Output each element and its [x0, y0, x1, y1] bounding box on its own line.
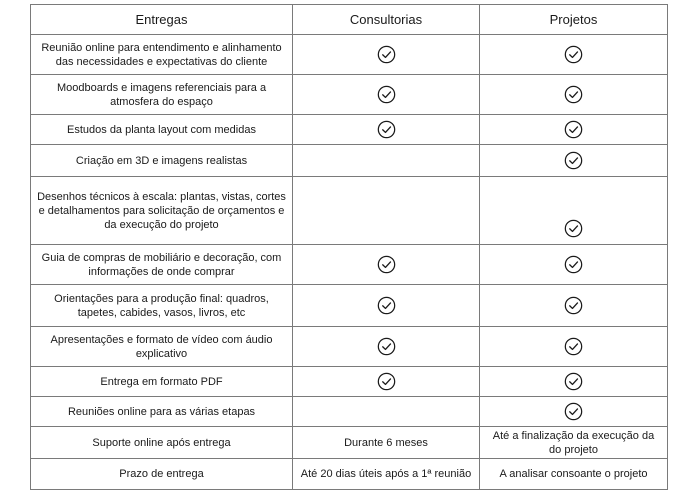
consultorias-cell	[293, 367, 480, 397]
table-row	[31, 115, 668, 145]
table-row	[31, 177, 668, 245]
circle-check-icon	[377, 296, 396, 315]
table-row	[31, 35, 668, 75]
deliverable-label: Orientações para a produção final: quadros, tapetes, cabides, vasos, livros, etc	[31, 285, 293, 327]
table-row	[31, 245, 668, 285]
deliverable-label: Guia de compras de mobiliário e decoração, com informações de onde comprar	[31, 245, 293, 285]
deliverable-label: Criação em 3D e imagens realistas	[31, 145, 293, 177]
table-row	[31, 75, 668, 115]
deliverable-label: Apresentações e formato de vídeo com áudio explicativo	[31, 327, 293, 367]
circle-check-icon	[377, 372, 396, 391]
consultorias-cell	[293, 35, 480, 75]
deliverable-label: Suporte online após entrega	[31, 427, 293, 459]
projetos-value: A analisar consoante o projeto	[499, 468, 648, 480]
consultorias-cell	[293, 75, 480, 115]
consultorias-cell	[293, 427, 480, 459]
consultorias-cell	[293, 285, 480, 327]
projetos-cell	[480, 327, 668, 367]
projetos-cell	[480, 285, 668, 327]
circle-check-icon	[377, 255, 396, 274]
header-consultorias: Consultorias	[293, 5, 480, 35]
consultorias-cell	[293, 145, 480, 177]
circle-check-icon	[377, 45, 396, 64]
consultorias-cell	[293, 177, 480, 245]
consultorias-cell	[293, 459, 480, 490]
circle-check-icon	[564, 85, 583, 104]
deliverable-label: Estudos da planta layout com medidas	[31, 115, 293, 145]
deliverable-label: Entrega em formato PDF	[31, 367, 293, 397]
table-row	[31, 285, 668, 327]
table-row	[31, 427, 668, 459]
header-entregas: Entregas	[31, 5, 293, 35]
circle-check-icon	[377, 85, 396, 104]
projetos-cell	[480, 459, 668, 490]
consultorias-cell	[293, 245, 480, 285]
projetos-cell	[480, 75, 668, 115]
circle-check-icon	[564, 219, 583, 238]
projetos-cell	[480, 397, 668, 427]
deliverable-label: Prazo de entrega	[31, 459, 293, 490]
projetos-cell	[480, 245, 668, 285]
projetos-cell	[480, 367, 668, 397]
circle-check-icon	[564, 120, 583, 139]
consultorias-value: Durante 6 meses	[344, 436, 428, 449]
deliverable-label: Reunião online para entendimento e alinhamento das necessidades e expectativas do cliente	[31, 35, 293, 75]
projetos-cell	[480, 35, 668, 75]
deliverable-label: Desenhos técnicos à escala: plantas, vistas, cortes e detalhamentos para solicitação de orçamentos e da execução do projeto	[31, 177, 293, 245]
projetos-cell	[480, 145, 668, 177]
table-row	[31, 367, 668, 397]
consultorias-cell	[293, 115, 480, 145]
circle-check-icon	[564, 255, 583, 274]
header-projetos: Projetos	[480, 5, 668, 35]
table-row	[31, 145, 668, 177]
circle-check-icon	[377, 120, 396, 139]
projetos-cell	[480, 177, 668, 245]
circle-check-icon	[564, 151, 583, 170]
deliverable-label: Moodboards e imagens referenciais para a atmosfera do espaço	[31, 75, 293, 115]
circle-check-icon	[564, 296, 583, 315]
table-row	[31, 459, 668, 490]
deliverables-table	[30, 4, 668, 490]
circle-check-icon	[564, 372, 583, 391]
consultorias-cell	[293, 397, 480, 427]
projetos-value: Até a finalização da execução da do projeto	[492, 429, 655, 456]
circle-check-icon	[564, 402, 583, 421]
table-row	[31, 397, 668, 427]
projetos-cell	[480, 427, 668, 459]
table-header-row	[31, 5, 668, 35]
consultorias-value: Até 20 dias úteis após a 1ª reunião	[300, 468, 472, 480]
circle-check-icon	[564, 45, 583, 64]
circle-check-icon	[564, 337, 583, 356]
table-row	[31, 327, 668, 367]
circle-check-icon	[377, 337, 396, 356]
deliverable-label: Reuniões online para as várias etapas	[31, 397, 293, 427]
consultorias-cell	[293, 327, 480, 367]
projetos-cell	[480, 115, 668, 145]
